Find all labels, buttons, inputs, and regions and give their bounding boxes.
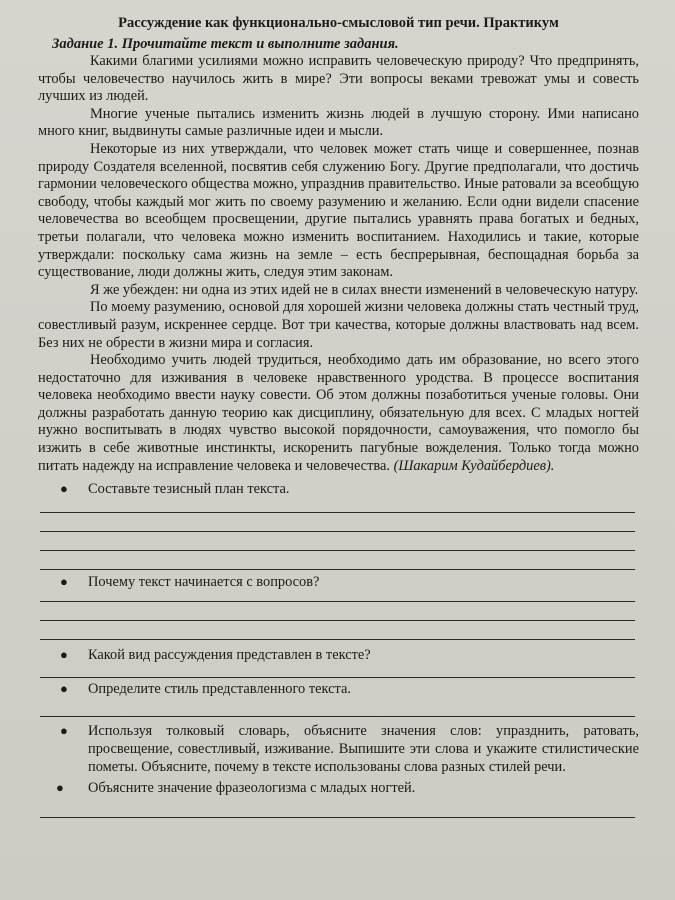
question-5-text: Используя толковый словарь, объясните значения слов: упразднить, ратовать, просвещение, совестливый, изживание. Выпишите эти слова и укажите стилистические пометы. Объясните, почему в тексте использованы слова разных стилей речи. (88, 723, 639, 776)
question-5 (38, 722, 639, 776)
question-2-text: Почему текст начинается с вопросов? (88, 574, 320, 591)
answer-line[interactable] (40, 677, 635, 678)
author-attribution: (Шакарим Кудайбердиев). (393, 457, 555, 474)
question-6 (38, 779, 639, 797)
question-3 (38, 646, 639, 664)
paragraph-6-text: Необходимо учить людей трудиться, необходимо дать им образование, но всего этого недостаточно для изживания в человеке нравственного уродства. В процессе воспитания человека необходимо ввести науку совести. Об этом должны позаботиться ученые головы. Они должны разработать данную теорию как дисциплину, обязательную для всех. С младых ногтей нужно воспитывать в людях чувство высокой порядочности, самоуважения, что помогло бы изжить в себе животные инстинкты, искоренить пагубные вожделения. Только тогда можно питать надежду на исправление человека и человечества. (38, 352, 639, 474)
bullet-icon: ● (56, 780, 64, 796)
answer-line[interactable] (40, 512, 635, 513)
page-title: Рассуждение как функционально-смысловой тип речи. Практикум (118, 15, 559, 31)
answer-line[interactable] (40, 569, 635, 570)
bullet-icon: ● (60, 681, 68, 697)
question-2 (38, 573, 639, 591)
task-header: Задание 1. Прочитайте текст и выполните задания. (52, 36, 399, 52)
question-4 (38, 680, 639, 698)
paragraph-2: Многие ученые пытались изменить жизнь людей в лучшую сторону. Ими написано много книг, выдвинуты самые различные идеи и мысли. (38, 105, 639, 140)
paragraph-6 (38, 352, 639, 475)
question-6-text: Объясните значение фразеологизма с младых ногтей. (88, 780, 416, 797)
paragraph-5: По моему разумению, основой для хорошей жизни человека должны стать честный труд, совестливый разум, искреннее сердце. Вот три качества, которые должны властвовать над всем. Без них не обрести в жизни мира и согласия. (38, 299, 639, 351)
question-3-text: Какой вид рассуждения представлен в тексте? (88, 647, 371, 664)
answer-line[interactable] (40, 716, 635, 717)
answer-line[interactable] (40, 550, 635, 551)
bullet-icon: ● (60, 647, 68, 663)
answer-line[interactable] (40, 817, 635, 818)
bullet-icon: ● (60, 574, 68, 590)
answer-line[interactable] (40, 531, 635, 532)
answer-line[interactable] (40, 601, 635, 602)
paragraph-4: Я же убежден: ни одна из этих идей не в силах внести изменений в человеческую натуру. (90, 281, 639, 298)
paragraph-1: Какими благими усилиями можно исправить человеческую природу? Что предпринять, чтобы человечество научилось жить в мире? Эти вопросы веками тревожат умы и совесть лучших из людей. (38, 53, 639, 105)
bullet-icon: ● (60, 723, 68, 739)
answer-line[interactable] (40, 639, 635, 640)
question-1 (38, 480, 639, 498)
paragraph-3: Некоторые из них утверждали, что человек может стать чище и совершеннее, познав природу Создателя вселенной, посвятив себя служению Богу. Другие предполагали, что достичь гармонии человеческого общества можно, упразднив правительство. Иные ратовали за всеобщую свободу, чтобы каждый мог жить по своему разумению и желанию. Если одни видели спасение человечества во всеобщем просвещении, другие пытались уравнять права богатых и бедных, третьи полагали, что человека можно изменить воспитанием. Находились и такие, которые утверждали: поскольку сама жизнь на земле – есть беспрерывная, беспощадная борьба за существование, люди должны жить, следуя этим законам. (38, 140, 639, 281)
question-4-text: Определите стиль представленного текста. (88, 681, 351, 698)
question-1-text: Составьте тезисный план текста. (88, 481, 290, 498)
answer-line[interactable] (40, 620, 635, 621)
bullet-icon: ● (60, 481, 68, 497)
